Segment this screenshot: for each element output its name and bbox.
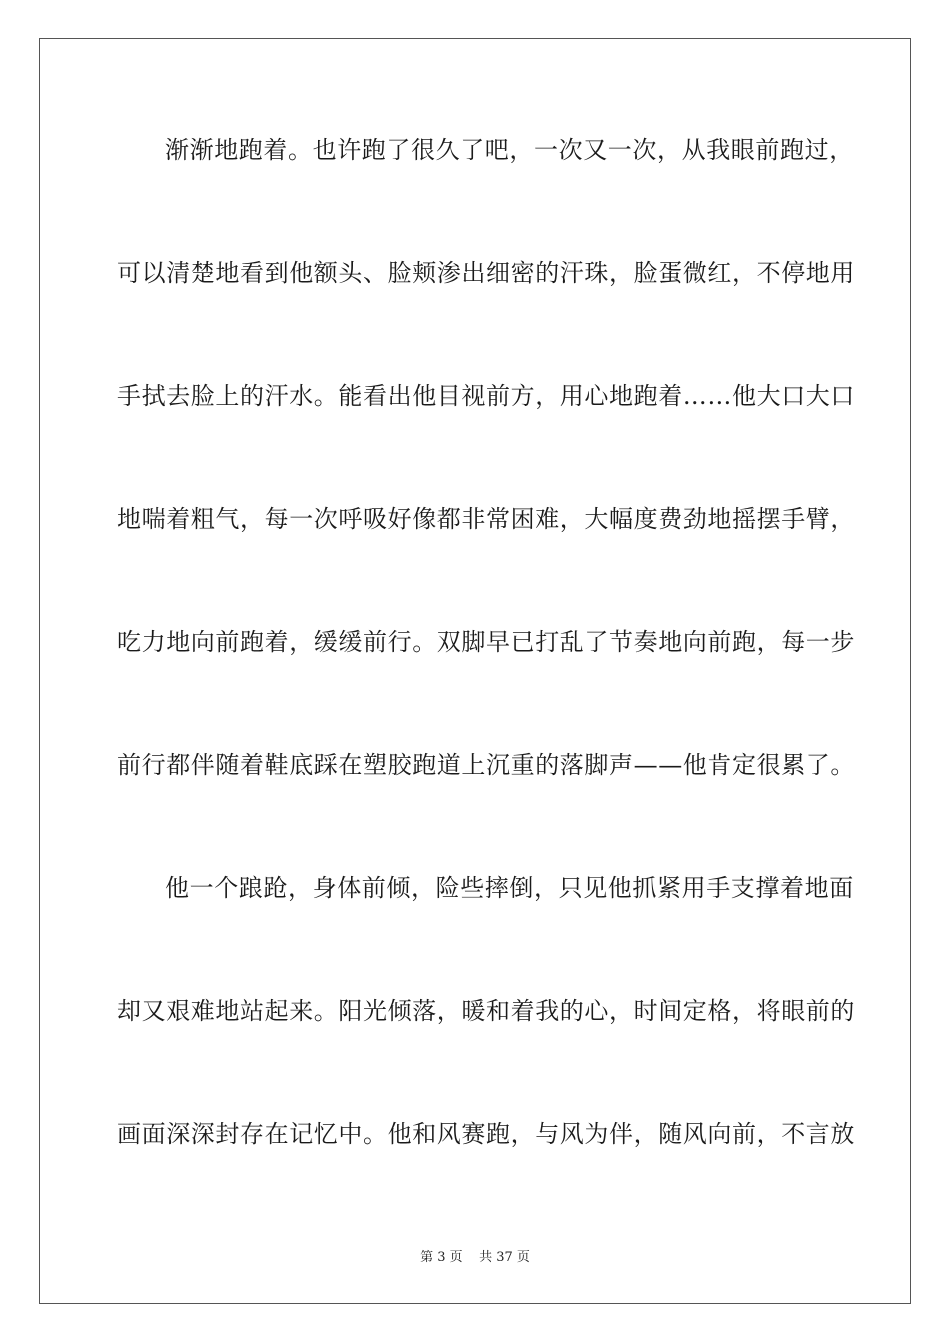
text-line-6: 前行都伴随着鞋底踩在塑胶跑道上沉重的落脚声——他肯定很累了。 [117, 751, 855, 779]
text-line-2: 可以清楚地看到他额头、脸颊渗出细密的汗珠，脸蛋微红，不停地用 [117, 259, 855, 287]
text-line-9: 画面深深封存在记忆中。他和风赛跑，与风为伴，随风向前，不言放 [117, 1120, 855, 1148]
text-line-4: 地喘着粗气，每一次呼吸好像都非常困难，大幅度费劲地摇摆手臂， [117, 505, 855, 533]
text-line-7: 他一个踉跄，身体前倾，险些摔倒，只见他抓紧用手支撑着地面 [165, 874, 854, 902]
text-line-3: 手拭去脸上的汗水。能看出他目视前方，用心地跑着……他大口大口 [117, 382, 855, 410]
page-number-footer: 第 3 页 共 37 页 [420, 1250, 530, 1265]
text-line-1: 渐渐地跑着。也许跑了很久了吧，一次又一次，从我眼前跑过， [165, 136, 854, 164]
text-line-8: 却又艰难地站起来。阳光倾落，暖和着我的心，时间定格，将眼前的 [117, 997, 855, 1025]
text-line-5: 吃力地向前跑着，缓缓前行。双脚早已打乱了节奏地向前跑，每一步 [117, 628, 855, 656]
